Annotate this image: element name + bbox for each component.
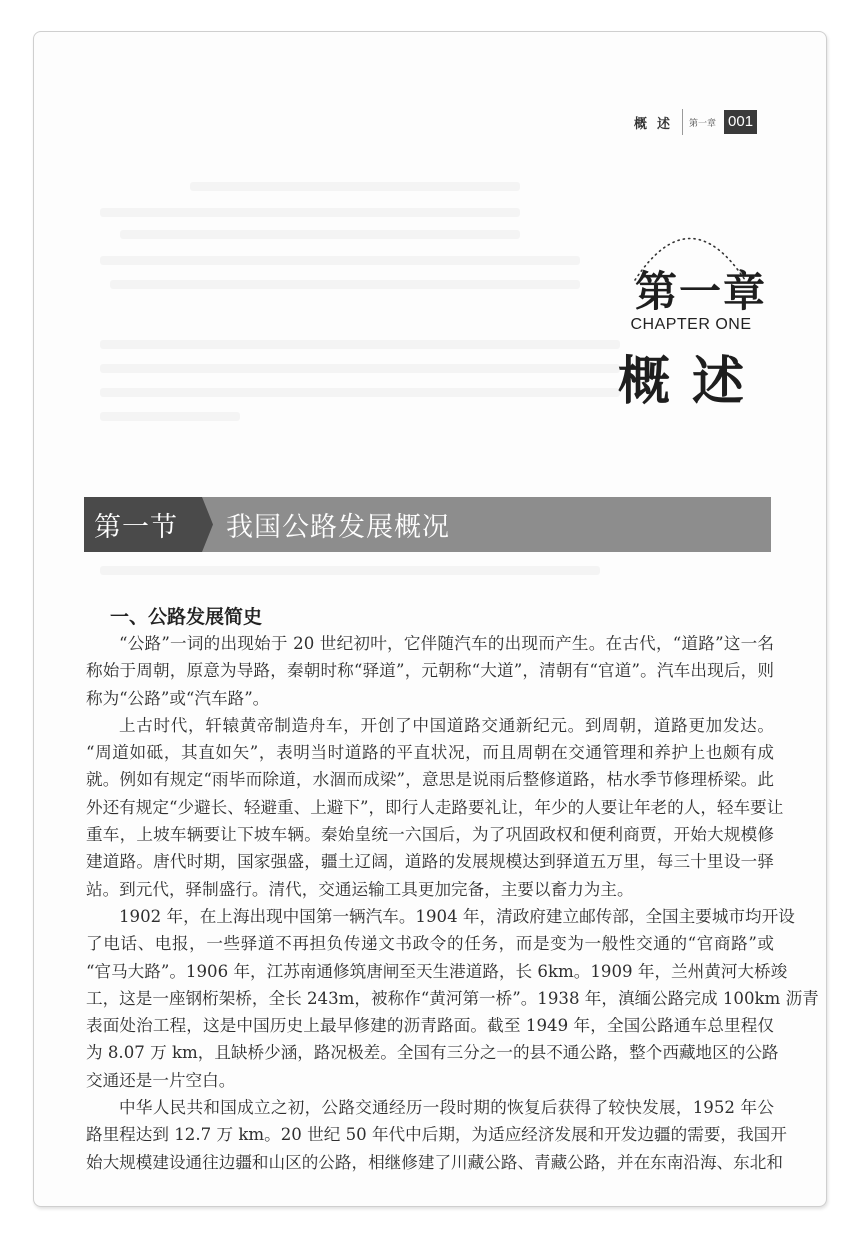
text-line: 称始于周朝，原意为导路，秦朝时称“驿道”，元朝称“大道”，清朝有“官道”。汽车出现后，则	[86, 661, 774, 681]
section-title: 我国公路发展概况	[226, 512, 450, 543]
header-divider	[682, 109, 683, 135]
text-line: 了电话、电报，一些驿道不再担负传递文书政令的任务，而是变为一般性交通的“官商路”或	[86, 934, 774, 954]
text-line: 工，这是一座钢桁架桥，全长 243m，被称作“黄河第一桥”。1938 年，滇缅公路完成 100km 沥青	[86, 988, 819, 1008]
text-line: 路里程达到 12.7 万 km。20 世纪 50 年代中后期，为适应经济发展和开发边疆的需要，我国开	[86, 1125, 787, 1145]
text-line: 交通还是一片空白。	[86, 1070, 236, 1090]
text-line: 始大规模建设通往边疆和山区的公路，相继修建了川藏公路、青藏公路，并在东南沿海、东北和	[86, 1152, 783, 1172]
running-header-chapter: 第一章	[689, 118, 717, 129]
text-line: “周道如砥，其直如矢”，表明当时道路的平直状况，而且周朝在交通管理和养护上也颇有成	[86, 743, 774, 763]
text-line: “官马大路”。1906 年，江苏南通修筑唐闸至天生港道路，长 6km。1909 年，兰州黄河大桥竣	[86, 961, 788, 981]
text-line: 外还有规定“少避长、轻避重、上避下”，即行人走路要礼让，年少的人要让年老的人，轻车要让	[86, 797, 784, 817]
running-header	[620, 109, 757, 135]
text-line: 上古时代，轩辕黄帝制造舟车，开创了中国道路交通新纪元。到周朝，道路更加发达。	[119, 715, 774, 735]
chevron-left-icon	[199, 497, 215, 552]
text-line: 站。到元代，驿制盛行。清代，交通运输工具更加完备，主要以畜力为主。	[86, 879, 634, 899]
section-banner	[84, 497, 771, 552]
text-line: 重车，上坡车辆要让下坡车辆。秦始皇统一六国后，为了巩固政权和便利商贾，开始大规模修	[86, 825, 774, 845]
text-line: “公路”一词的出现始于 20 世纪初叶，它伴随汽车的出现而产生。在古代，“道路”这一名	[119, 634, 774, 653]
text-line: 中华人民共和国成立之初，公路交通经历一段时期的恢复后获得了较快发展，1952 年公	[119, 1098, 774, 1118]
chapter-number: 第一章	[634, 267, 767, 316]
body-text	[86, 630, 819, 1176]
chapter-number-english: CHAPTER ONE	[630, 316, 752, 333]
text-line: 称为“公路”或“汽车路”。	[86, 688, 270, 708]
section-number: 第一节	[94, 512, 178, 543]
subsection-heading: 一、公路发展简史	[110, 606, 263, 628]
page-number: 001	[724, 110, 757, 134]
chapter-title: 概述	[617, 352, 766, 412]
text-line: 1902 年，在上海出现中国第一辆汽车。1904 年，清政府建立邮传部，全国主要城市均开设	[119, 906, 795, 926]
text-line: 建道路。唐代时期，国家强盛，疆土辽阔，道路的发展规模达到驿道五万里，每三十里设一驿	[86, 852, 774, 872]
text-line: 为 8.07 万 km，且缺桥少涵，路况极差。全国有三分之一的县不通公路，整个西藏地区的公路	[86, 1043, 779, 1063]
running-header-title: 概述	[634, 116, 681, 132]
text-line: 表面处治工程，这是中国历史上最早修建的沥青路面。截至 1949 年，全国公路通车总里程仅	[86, 1016, 774, 1036]
text-line: 就。例如有规定“雨毕而除道，水涸而成梁”，意思是说雨后整修道路，枯水季节修理桥梁。此	[86, 770, 774, 790]
